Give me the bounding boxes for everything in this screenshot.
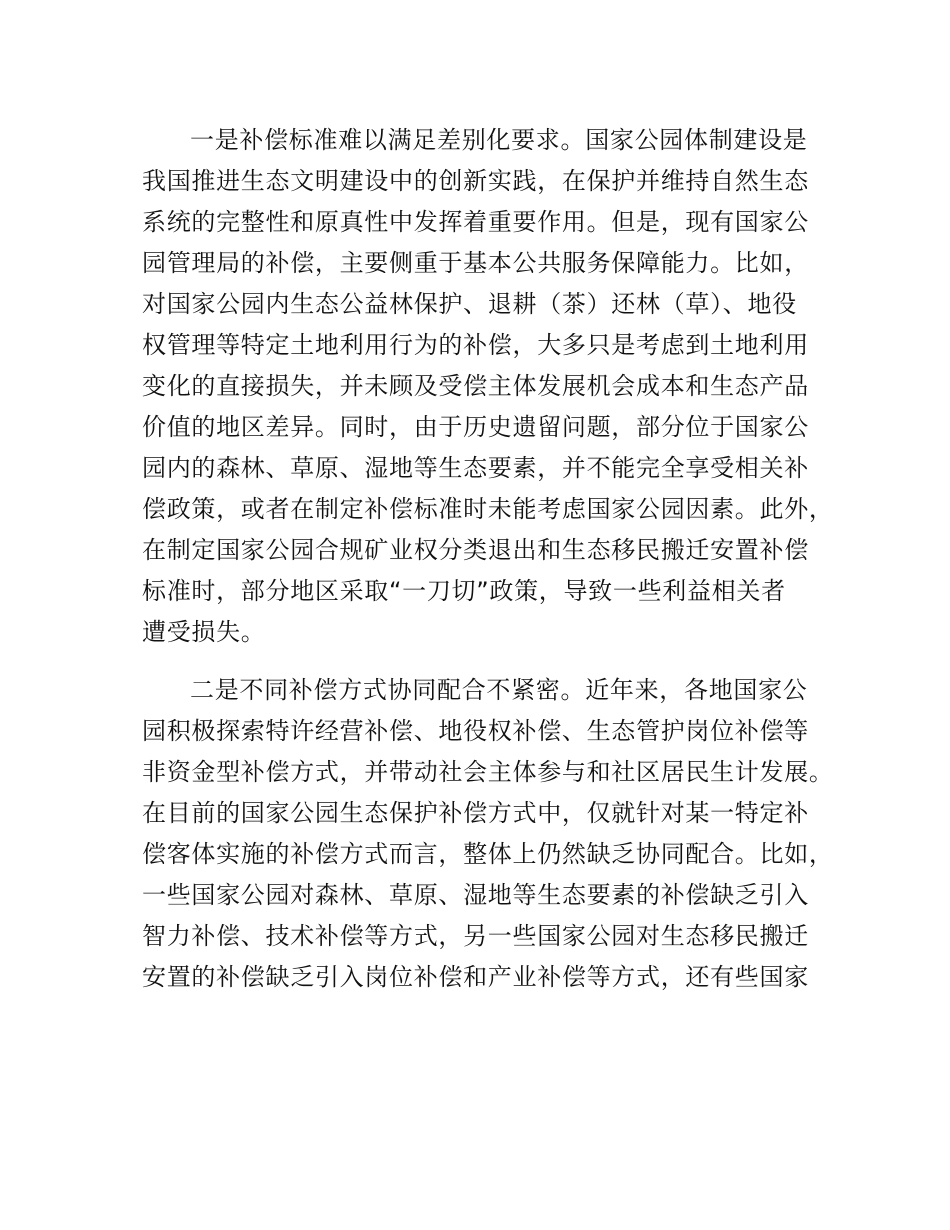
text-line: 偿客体实施的补偿方式而言，整体上仍然缺乏协同配合。比如，: [142, 840, 834, 868]
text-line: 权管理等特定土地利用行为的补偿，大多只是考虑到土地利用: [142, 331, 809, 359]
paragraph-compensation-methods: [142, 670, 834, 998]
text-line: 价值的地区差异。同时，由于历史遗留问题，部分位于国家公: [142, 413, 809, 441]
text-line: 智力补偿、技术补偿等方式，另一些国家公园对生态移民搬迁: [142, 922, 809, 950]
text-line: 安置的补偿缺乏引入岗位补偿和产业补偿等方式，还有些国家: [142, 963, 809, 991]
text-line: 一些国家公园对森林、草原、湿地等生态要素的补偿缺乏引入: [142, 881, 809, 909]
text-line: 在制定国家公园合规矿业权分类退出和生态移民搬迁安置补偿: [142, 536, 809, 564]
paragraph-compensation-standards: [142, 120, 834, 653]
text-line: 园积极探索特许经营补偿、地役权补偿、生态管护岗位补偿等: [142, 717, 809, 745]
text-line: 系统的完整性和原真性中发挥着重要作用。但是，现有国家公: [142, 208, 809, 236]
text-line: 标准时，部分地区采取“一刀切”政策，导致一些利益相关者: [142, 577, 786, 605]
text-line: 对国家公园内生态公益林保护、退耕（茶）还林（草）、地役: [142, 290, 797, 318]
text-line: 一是补偿标准难以满足差别化要求。国家公园体制建设是: [190, 126, 808, 154]
text-line: 园内的森林、草原、湿地等生态要素，并不能完全享受相关补: [142, 454, 809, 482]
text-line: 二是不同补偿方式协同配合不紧密。近年来，各地国家公: [190, 676, 808, 704]
text-line: 遭受损失。: [142, 618, 266, 646]
text-line: 偿政策，或者在制定补偿标准时未能考虑国家公园因素。此外，: [142, 495, 834, 523]
text-line: 非资金型补偿方式，并带动社会主体参与和社区居民生计发展。: [142, 758, 834, 786]
text-line: 我国推进生态文明建设中的创新实践，在保护并维持自然生态: [142, 167, 809, 195]
text-line: 在目前的国家公园生态保护补偿方式中，仅就针对某一特定补: [142, 799, 809, 827]
text-line: 园管理局的补偿，主要侧重于基本公共服务保障能力。比如，: [142, 249, 809, 277]
text-line: 变化的直接损失，并未顾及受偿主体发展机会成本和生态产品: [142, 372, 809, 400]
